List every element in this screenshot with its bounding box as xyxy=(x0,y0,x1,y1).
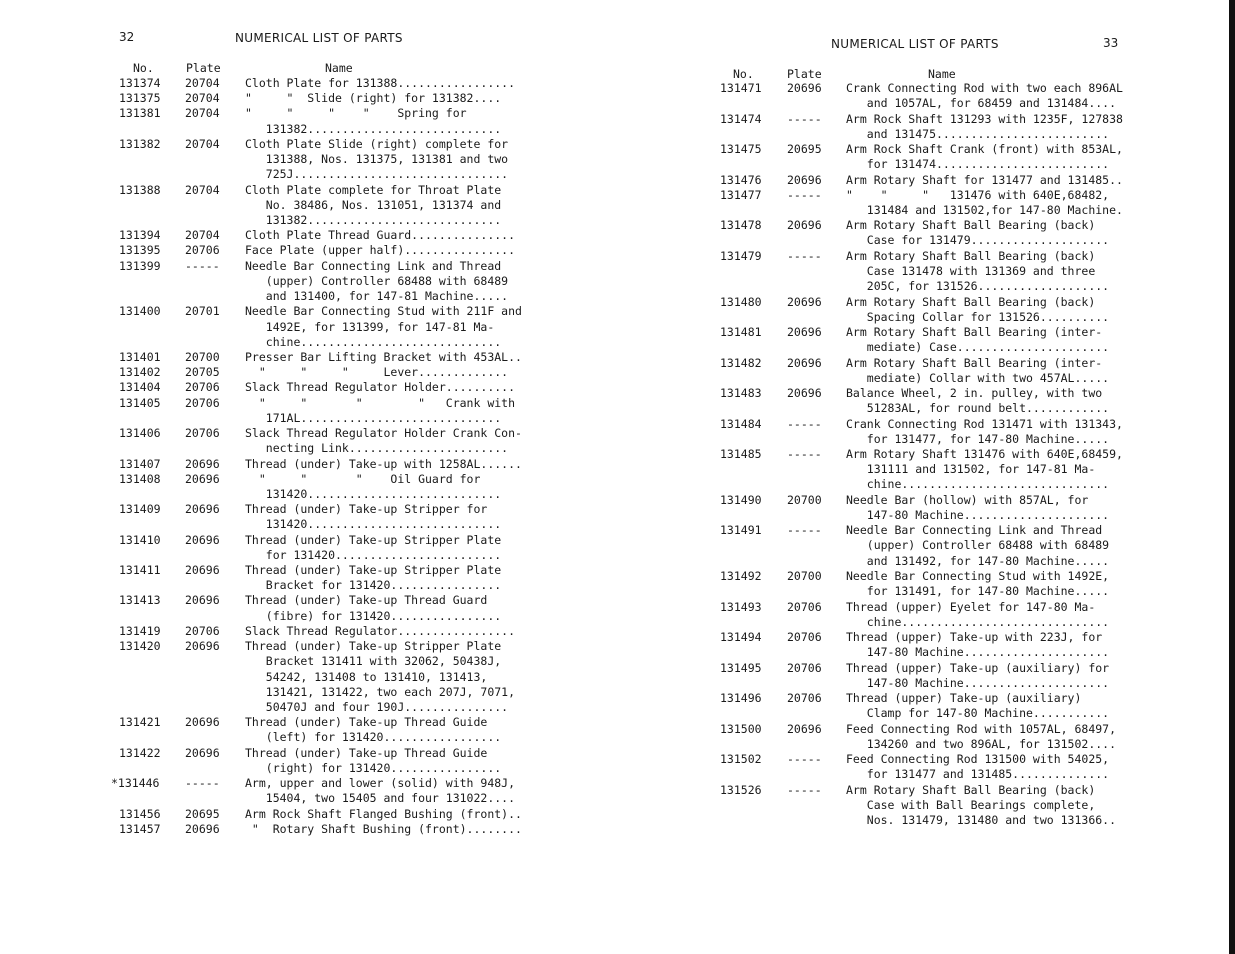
part-name-line: Case 131478 with 131369 and three xyxy=(846,263,1096,278)
part-number: 131419 xyxy=(119,623,161,638)
part-name-line: Arm Rotary Shaft Ball Bearing (inter- xyxy=(846,325,1103,339)
part-name xyxy=(245,502,501,532)
part-name-line: 131382............................ xyxy=(245,212,502,227)
left-page xyxy=(0,0,617,954)
part-name-line: Needle Bar Connecting Link and Thread xyxy=(846,523,1103,538)
plate-number: 20704 xyxy=(185,182,220,197)
plate-number: 20706 xyxy=(185,426,220,441)
part-name xyxy=(245,91,501,106)
part-name xyxy=(846,661,1109,691)
part-number: 131402 xyxy=(119,365,161,380)
plate-number: 20696 xyxy=(185,563,220,578)
plate-number: 20696 xyxy=(185,745,220,760)
plate-number: 20696 xyxy=(787,386,822,400)
part-name xyxy=(245,746,501,776)
part-name-line: Feed Connecting Rod 131500 with 54025, xyxy=(846,752,1110,766)
part-name-line: Thread (under) Take-up Stripper Plate xyxy=(245,563,502,578)
part-name-line: Arm Rotary Shaft Ball Bearing (back) xyxy=(846,248,1096,263)
plate-number: 20696 xyxy=(185,715,220,730)
part-name xyxy=(846,218,1109,248)
part-number: 131421 xyxy=(119,715,161,730)
part-name-line: 131420............................ xyxy=(245,517,502,532)
part-name xyxy=(846,630,1109,660)
part-name xyxy=(846,523,1109,569)
part-name-line: and 131400, for 147-81 Machine..... xyxy=(245,289,509,304)
part-name-line: Crank Connecting Rod 131471 with 131343, xyxy=(846,416,1123,431)
part-name-line: Thread (under) Take-up Thread Guide xyxy=(245,715,488,730)
part-name-line: 54242, 131408 to 131410, 131413, xyxy=(245,669,488,684)
part-number: 131471 xyxy=(720,81,762,95)
plate-number: ----- xyxy=(787,111,822,126)
plate-number: 20696 xyxy=(787,172,822,187)
part-number: 131480 xyxy=(720,294,762,309)
part-number: 131502 xyxy=(720,752,762,766)
part-name xyxy=(245,807,522,822)
part-name xyxy=(245,350,522,365)
plate-number: 20696 xyxy=(185,471,220,486)
part-name xyxy=(245,259,508,305)
part-name-line: " " " " Crank with xyxy=(245,395,516,410)
part-name xyxy=(245,715,501,745)
part-name-line: Slack Thread Regulator Holder Crank Con- xyxy=(245,426,522,441)
part-name-line: Thread (under) Take-up Stripper Plate xyxy=(245,639,502,654)
part-number: 131374 xyxy=(119,76,161,90)
part-number: 131381 xyxy=(119,106,161,121)
plate-number: 20696 xyxy=(787,294,822,309)
part-number: 131482 xyxy=(720,355,762,370)
part-name-line: (left) for 131420................. xyxy=(245,730,502,745)
part-number: 131495 xyxy=(720,660,762,675)
page-number: 32 xyxy=(119,30,135,44)
part-name-line: Arm Rock Shaft Flanged Bushing (front).. xyxy=(245,806,522,821)
plate-number: 20706 xyxy=(787,599,822,614)
part-number: 131399 xyxy=(119,258,161,273)
plate-number: 20695 xyxy=(185,806,220,821)
part-name-line: Face Plate (upper half)................ xyxy=(245,243,516,258)
plate-number: ----- xyxy=(185,776,220,791)
part-name-line: Feed Connecting Rod with 1057AL, 68497, xyxy=(846,721,1117,736)
plate-number: ----- xyxy=(787,523,822,538)
plate-number: ----- xyxy=(787,782,822,797)
part-name-line: 147-80 Machine..................... xyxy=(846,675,1110,690)
plate-number: 20706 xyxy=(185,380,220,395)
part-number: 131490 xyxy=(720,492,762,507)
part-name-line: for 131420........................ xyxy=(245,547,502,562)
part-name-line: Needle Bar (hollow) with 857AL, for xyxy=(846,492,1089,507)
part-number: 131409 xyxy=(119,502,161,517)
page-title: NUMERICAL LIST OF PARTS xyxy=(235,31,403,45)
part-name-line: Case with Ball Bearings complete, xyxy=(846,797,1096,812)
part-name xyxy=(245,137,508,183)
part-name-line: Thread (under) Take-up with 1258AL...... xyxy=(245,456,522,471)
plate-number: 20696 xyxy=(185,532,220,547)
part-name xyxy=(846,569,1109,599)
part-name xyxy=(245,624,515,639)
part-name-line: mediate) Collar with two 457AL..... xyxy=(846,370,1110,385)
part-name xyxy=(245,426,522,456)
part-name xyxy=(245,533,501,563)
part-name-line: 50470J and four 190J............... xyxy=(245,699,509,714)
part-name-line: Cloth Plate complete for Throat Plate xyxy=(245,182,502,197)
plate-number: ----- xyxy=(787,187,822,202)
part-name-line: Bracket for 131420................ xyxy=(245,578,502,593)
plate-number: 20700 xyxy=(787,569,822,583)
plate-number: 20696 xyxy=(185,593,220,608)
plate-number: 20706 xyxy=(787,630,822,644)
part-name xyxy=(245,365,508,380)
part-number: 131420 xyxy=(119,639,161,654)
part-name-line: Cloth Plate Slide (right) complete for xyxy=(245,136,509,151)
plate-number: 20701 xyxy=(185,304,220,319)
part-name-line: Thread (under) Take-up Thread Guide xyxy=(245,745,488,760)
part-name xyxy=(846,325,1109,355)
part-number: 131382 xyxy=(119,136,161,151)
part-name xyxy=(245,776,515,806)
part-name-line: chine.............................. xyxy=(846,614,1110,629)
part-name-line: Arm Rotary Shaft Ball Bearing (inter- xyxy=(846,355,1103,370)
plate-number: 20696 xyxy=(787,218,822,233)
part-number: 131484 xyxy=(720,416,762,431)
part-name-line: Arm, upper and lower (solid) with 948J, xyxy=(245,776,516,791)
part-name-line: " " " " Spring for xyxy=(245,106,467,121)
part-number: 131477 xyxy=(720,187,762,202)
part-name-line: " " " 131476 with 640E,68482, xyxy=(846,187,1110,202)
part-name xyxy=(846,386,1109,416)
part-name-line: Presser Bar Lifting Bracket with 453AL.. xyxy=(245,349,522,364)
part-number: 131394 xyxy=(119,228,161,243)
part-name xyxy=(846,691,1109,721)
plate-number: ----- xyxy=(787,752,822,766)
part-name-line: Arm Rotary Shaft for 131477 and 131485.. xyxy=(846,172,1123,187)
part-name-line: Balance Wheel, 2 in. pulley, with two xyxy=(846,386,1103,400)
part-number: 131406 xyxy=(119,426,161,441)
part-name xyxy=(245,593,501,623)
part-name-line: Thread (under) Take-up Stripper Plate xyxy=(245,532,502,547)
part-name-line: Nos. 131479, 131480 and two 131366.. xyxy=(846,812,1117,827)
part-name-line: and 1057AL, for 68459 and 131484.... xyxy=(846,96,1117,111)
part-name-line: for 131477 and 131485.............. xyxy=(846,767,1110,782)
part-number: 131401 xyxy=(119,349,161,364)
part-name-line: Needle Bar Connecting Link and Thread xyxy=(245,258,502,273)
part-name-line: 131382............................ xyxy=(245,121,502,136)
part-number: 131456 xyxy=(119,806,161,821)
plate-number: 20706 xyxy=(185,623,220,638)
part-name xyxy=(245,380,515,395)
part-number: 131411 xyxy=(119,563,161,578)
part-name xyxy=(846,447,1123,493)
plate-number: 20696 xyxy=(185,639,220,654)
part-name-line: Arm Rock Shaft Crank (front) with 853AL, xyxy=(846,142,1123,156)
part-name xyxy=(846,722,1116,752)
part-name xyxy=(245,106,501,136)
part-number: 131388 xyxy=(119,182,161,197)
plate-number: 20696 xyxy=(185,456,220,471)
column-header-plate: Plate xyxy=(186,61,221,75)
plate-number: 20696 xyxy=(787,325,822,339)
part-name xyxy=(245,472,501,502)
column-header-no: No. xyxy=(133,61,154,75)
part-name-line: mediate) Case...................... xyxy=(846,340,1110,355)
part-name-line: 15404, two 15405 and four 131022.... xyxy=(245,791,516,806)
part-name-line: 131484 and 131502,for 147-80 Machine. xyxy=(846,202,1123,217)
part-number: 131395 xyxy=(119,243,161,258)
part-name-line: and 131475......................... xyxy=(846,126,1110,141)
part-name-line: Cloth Plate for 131388................. xyxy=(245,76,516,90)
plate-number: 20704 xyxy=(185,106,220,121)
part-name-line: Clamp for 147-80 Machine........... xyxy=(846,706,1110,721)
part-name-line: Slack Thread Regulator Holder.......... xyxy=(245,380,516,395)
plate-number: 20696 xyxy=(185,502,220,517)
part-name xyxy=(846,600,1109,630)
plate-number: ----- xyxy=(787,447,822,461)
part-name-line: Arm Rotary Shaft 131476 with 640E,68459, xyxy=(846,447,1123,461)
part-number: 131405 xyxy=(119,395,161,410)
part-number: 131404 xyxy=(119,380,161,395)
part-name-line: 131421, 131422, two each 207J, 7071, xyxy=(245,684,516,699)
part-number: 131493 xyxy=(720,599,762,614)
part-number: 131479 xyxy=(720,248,762,263)
part-name-line: 131420............................ xyxy=(245,486,502,501)
plate-number: 20705 xyxy=(185,365,220,380)
part-name-line: Arm Rock Shaft 131293 with 1235F, 127838 xyxy=(846,111,1123,126)
part-name xyxy=(245,396,515,426)
part-name-line: Cloth Plate Thread Guard............... xyxy=(245,228,516,243)
part-name-line: 131111 and 131502, for 147-81 Ma- xyxy=(846,462,1096,477)
part-name-line: Thread (under) Take-up Thread Guard xyxy=(245,593,488,608)
page-edge-bar xyxy=(1229,0,1235,954)
part-name-line: Arm Rotary Shaft Ball Bearing (back) xyxy=(846,294,1096,309)
part-name-line: Needle Bar Connecting Stud with 1492E, xyxy=(846,569,1110,583)
part-name-line: for 131477, for 147-80 Machine..... xyxy=(846,431,1110,446)
part-number: 131474 xyxy=(720,111,762,126)
part-name-line: 725J............................... xyxy=(245,167,509,182)
part-name-line: 171AL............................. xyxy=(245,410,502,425)
part-number: 131407 xyxy=(119,456,161,471)
part-name xyxy=(245,639,515,715)
part-name xyxy=(245,183,501,229)
part-name xyxy=(245,76,515,91)
part-name-line: for 131474......................... xyxy=(846,157,1110,172)
part-number: 131496 xyxy=(720,691,762,705)
part-name-line: Thread (upper) Take-up (auxiliary) for xyxy=(846,660,1110,675)
plate-number: 20706 xyxy=(185,243,220,258)
part-name-line: 205C, for 131526................... xyxy=(846,279,1110,294)
plate-number: ----- xyxy=(787,248,822,263)
plate-number: 20704 xyxy=(185,91,220,106)
part-name-line: " " " Oil Guard for xyxy=(245,471,481,486)
part-number: 131526 xyxy=(720,782,762,797)
page-title: NUMERICAL LIST OF PARTS xyxy=(831,37,999,51)
part-number: 131457 xyxy=(119,821,161,836)
part-name-line: Arm Rotary Shaft Ball Bearing (back) xyxy=(846,782,1096,797)
part-name-line: (right) for 131420................ xyxy=(245,760,502,775)
plate-number: 20700 xyxy=(185,349,220,364)
part-name-line: Thread (upper) Eyelet for 147-80 Ma- xyxy=(846,599,1096,614)
part-name-line: 131388, Nos. 131375, 131381 and two xyxy=(245,152,509,167)
plate-number: 20704 xyxy=(185,228,220,243)
part-name-line: " " Slide (right) for 131382.... xyxy=(245,91,502,106)
part-number: 131475 xyxy=(720,142,762,156)
plate-number: 20696 xyxy=(787,355,822,370)
column-header-plate: Plate xyxy=(787,67,822,81)
part-number: 131413 xyxy=(119,593,161,608)
part-name xyxy=(846,81,1123,111)
part-name xyxy=(245,563,501,593)
part-name-line: Arm Rotary Shaft Ball Bearing (back) xyxy=(846,218,1096,233)
part-number: 131483 xyxy=(720,386,762,400)
plate-number: ----- xyxy=(787,416,822,431)
column-header-no: No. xyxy=(733,67,754,81)
part-name xyxy=(846,249,1109,295)
part-number: 131491 xyxy=(720,523,762,538)
part-name-line: (upper) Controller 68488 with 68489 xyxy=(245,273,509,288)
part-number: 131375 xyxy=(119,91,161,106)
plate-number: 20706 xyxy=(787,691,822,705)
part-number: 131400 xyxy=(119,304,161,319)
part-name xyxy=(846,142,1123,172)
part-name-line: (fibre) for 131420................ xyxy=(245,608,502,623)
part-name-line: 147-80 Machine..................... xyxy=(846,645,1110,660)
part-number: *131446 xyxy=(111,776,160,791)
part-name-line: 1492E, for 131399, for 147-81 Ma- xyxy=(245,319,495,334)
part-name xyxy=(245,304,522,350)
part-name xyxy=(846,493,1109,523)
part-number: 131481 xyxy=(720,325,762,339)
plate-number: 20695 xyxy=(787,142,822,156)
plate-number: ----- xyxy=(185,258,220,273)
part-name xyxy=(245,457,522,472)
plate-number: 20704 xyxy=(185,136,220,151)
part-name-line: 134260 and two 896AL, for 131502.... xyxy=(846,736,1117,751)
part-number: 131408 xyxy=(119,471,161,486)
part-name-line: 51283AL, for round belt............ xyxy=(846,401,1110,416)
part-name-line: and 131492, for 147-80 Machine..... xyxy=(846,553,1110,568)
right-page xyxy=(617,0,1235,954)
part-name-line: chine............................. xyxy=(245,334,502,349)
part-name-line: Thread (upper) Take-up (auxiliary) xyxy=(846,691,1082,705)
part-name-line: Case for 131479.................... xyxy=(846,233,1110,248)
part-name-line: necting Link....................... xyxy=(245,441,509,456)
part-name-line: (upper) Controller 68488 with 68489 xyxy=(846,538,1110,553)
part-name xyxy=(846,173,1123,188)
part-number: 131500 xyxy=(720,721,762,736)
plate-number: 20706 xyxy=(787,660,822,675)
part-number: 131494 xyxy=(720,630,762,644)
column-header-name: Name xyxy=(325,61,353,75)
part-name-line: " " " Lever............. xyxy=(245,365,509,380)
part-name xyxy=(846,356,1109,386)
plate-number: 20704 xyxy=(185,76,220,90)
part-name xyxy=(846,752,1109,782)
part-name-line: Crank Connecting Rod with two each 896AL xyxy=(846,81,1123,95)
part-number: 131485 xyxy=(720,447,762,461)
plate-number: 20696 xyxy=(185,821,220,836)
plate-number: 20696 xyxy=(787,721,822,736)
part-name xyxy=(846,295,1109,325)
part-name xyxy=(846,417,1123,447)
plate-number: 20700 xyxy=(787,492,822,507)
part-name xyxy=(846,783,1116,829)
part-name xyxy=(846,188,1123,218)
part-name-line: Bracket 131411 with 32062, 50438J, xyxy=(245,654,502,669)
part-name-line: Thread (upper) Take-up with 223J, for xyxy=(846,630,1103,644)
part-number: 131478 xyxy=(720,218,762,233)
part-name-line: Thread (under) Take-up Stripper for xyxy=(245,502,488,517)
part-name-line: " Rotary Shaft Bushing (front)........ xyxy=(245,821,522,836)
part-name-line: 147-80 Machine..................... xyxy=(846,507,1110,522)
part-number: 131476 xyxy=(720,172,762,187)
part-name xyxy=(846,112,1123,142)
plate-number: 20696 xyxy=(787,81,822,95)
part-name xyxy=(245,243,515,258)
part-name-line: Slack Thread Regulator................. xyxy=(245,623,516,638)
part-number: 131410 xyxy=(119,532,161,547)
part-name-line: for 131491, for 147-80 Machine..... xyxy=(846,584,1110,599)
part-name xyxy=(245,228,515,243)
part-name-line: Needle Bar Connecting Stud with 211F and xyxy=(245,304,522,319)
part-name-line: Spacing Collar for 131526.......... xyxy=(846,309,1110,324)
plate-number: 20706 xyxy=(185,395,220,410)
part-name-line: chine.............................. xyxy=(846,477,1110,492)
column-header-name: Name xyxy=(928,67,956,81)
page-number: 33 xyxy=(1103,36,1119,50)
part-number: 131492 xyxy=(720,569,762,583)
part-number: 131422 xyxy=(119,745,161,760)
part-name-line: No. 38486, Nos. 131051, 131374 and xyxy=(245,197,502,212)
part-name xyxy=(245,822,522,837)
